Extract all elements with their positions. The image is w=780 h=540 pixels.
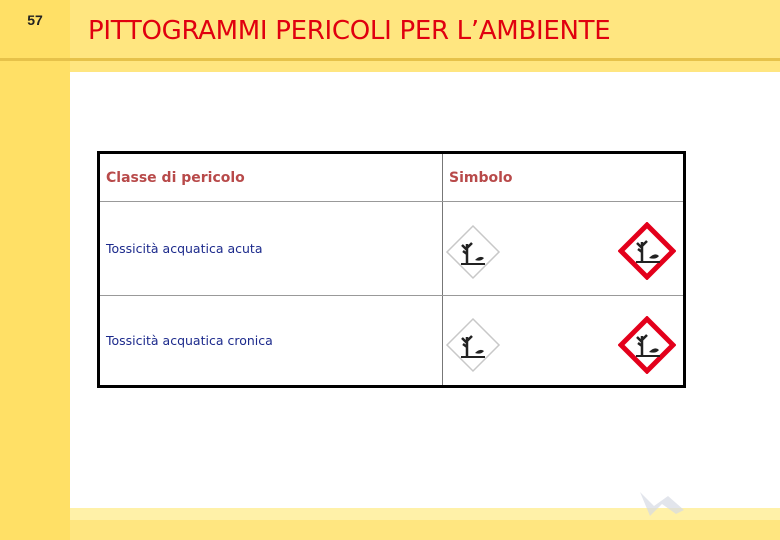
hazard-table [97,151,686,388]
column-divider [442,154,443,385]
slide-title: PITTOGRAMMI PERICOLI PER L’AMBIENTE [88,16,611,46]
row-label-chronic: Tossicità acquatica cronica [106,333,273,348]
header-hazard-class: Classe di pericolo [106,170,245,186]
left-band [0,0,70,540]
environment-pictogram-old-icon [445,317,501,373]
ghs09-environment-pictogram-icon [618,316,676,374]
row-divider [100,295,683,296]
title-rule [0,58,780,61]
row-divider [100,201,683,202]
header-symbol: Simbolo [449,170,513,186]
slide-number: 57 [27,12,43,28]
ghs09-environment-pictogram-icon [618,222,676,280]
environment-pictogram-old-icon [445,224,501,280]
watermark-logo-icon [632,488,692,518]
row-label-acute: Tossicità acquatica acuta [106,241,263,256]
